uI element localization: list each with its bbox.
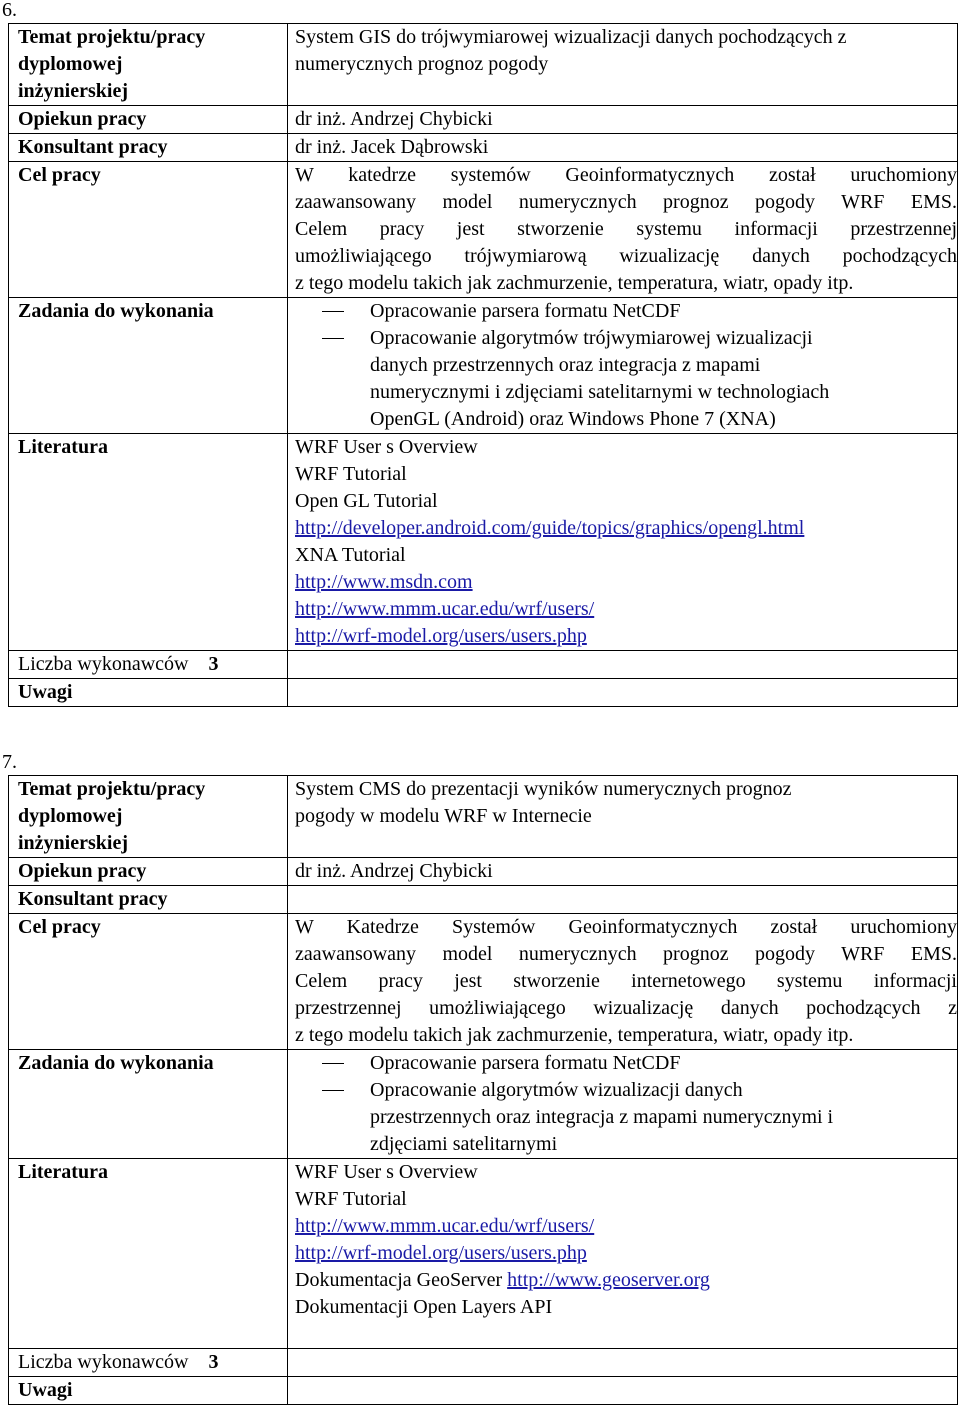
notes-label: Uwagi: [9, 679, 288, 707]
literature-link[interactable]: http://www.msdn.com: [295, 571, 473, 593]
notes-label: Uwagi: [9, 1377, 288, 1405]
tasks-value: [288, 1050, 958, 1159]
goal-label: Cel pracy: [9, 162, 288, 298]
topic-value-line: System GIS do trójwymiarowej wizualizacji danych pochodzących z: [295, 26, 847, 48]
consultant-label: Konsultant pracy: [9, 886, 288, 914]
topic-label: [9, 776, 288, 858]
goal-line: z tego modelu takich jak zachmurzenie, temperatura, wiatr, opady itp.: [295, 272, 854, 294]
topic-value: [288, 776, 958, 858]
task-item: [295, 298, 957, 325]
literature-item: WRF User s Overview: [295, 436, 478, 458]
count-row: [9, 651, 958, 679]
tasks-row: [9, 1050, 958, 1159]
goal-line: Celem pracy jest stworzenie internetowego systemu informacji: [295, 970, 957, 992]
task-line: OpenGL (Android) oraz Windows Phone 7 (XNA): [370, 408, 776, 430]
topic-row: [9, 24, 958, 106]
consultant-value: dr inż. Jacek Dąbrowski: [288, 134, 958, 162]
literature-item: XNA Tutorial: [295, 544, 406, 566]
section-number: 6.: [2, 0, 17, 21]
task-list: [295, 298, 957, 433]
section-number: 7.: [2, 751, 17, 773]
project-table-6: [8, 23, 958, 707]
supervisor-label: Opiekun pracy: [9, 106, 288, 134]
literature-link[interactable]: http://wrf-model.org/users/users.php: [295, 625, 587, 647]
topic-label-line: inżynierskiej: [18, 832, 128, 854]
goal-value: [288, 914, 958, 1050]
dash-bullet-icon: [322, 1090, 344, 1091]
count-value: 3: [208, 1351, 219, 1373]
goal-line: zaawansowany model numerycznych prognoz pogody WRF EMS.: [295, 943, 957, 965]
topic-value-line: System CMS do prezentacji wyników numerycznych prognoz: [295, 778, 792, 800]
geoserver-link[interactable]: http://www.geoserver.org: [507, 1269, 710, 1291]
topic-value-line: pogody w modelu WRF w Internecie: [295, 805, 592, 827]
count-value: 3: [208, 653, 219, 675]
goal-row: [9, 162, 958, 298]
goal-line: z tego modelu takich jak zachmurzenie, temperatura, wiatr, opady itp.: [295, 1024, 854, 1046]
literature-item: WRF User s Overview: [295, 1161, 478, 1183]
supervisor-value: dr inż. Andrzej Chybicki: [288, 858, 958, 886]
supervisor-row: [9, 858, 958, 886]
literature-item: Open GL Tutorial: [295, 490, 438, 512]
dash-bullet-icon: [322, 338, 344, 339]
topic-label-line: Temat projektu/pracy: [18, 26, 206, 48]
literature-link[interactable]: http://www.mmm.ucar.edu/wrf/users/: [295, 598, 595, 620]
literature-value: [288, 434, 958, 651]
goal-line: W Katedrze Systemów Geoinformatycznych został uruchomiony: [295, 916, 957, 938]
task-line: Opracowanie algorytmów wizualizacji danych: [370, 1079, 743, 1101]
count-label: [9, 651, 288, 679]
goal-line: W katedrze systemów Geoinformatycznych został uruchomiony: [295, 164, 957, 186]
count-label-text: Liczba wykonawców: [18, 1351, 189, 1373]
task-item: [295, 1077, 957, 1158]
literature-item: [295, 1267, 957, 1294]
literature-link[interactable]: http://www.mmm.ucar.edu/wrf/users/: [295, 1215, 595, 1237]
literature-row: [9, 434, 958, 651]
supervisor-label: Opiekun pracy: [9, 858, 288, 886]
goal-line: przestrzennej umożliwiającego wizualizację danych pochodzących z: [295, 997, 957, 1019]
supervisor-row: [9, 106, 958, 134]
dash-bullet-icon: [322, 1063, 344, 1064]
count-value-cell: [288, 1349, 958, 1377]
count-row: [9, 1349, 958, 1377]
project-table-7: [8, 775, 958, 1405]
task-item: [295, 1050, 957, 1077]
supervisor-value: dr inż. Andrzej Chybicki: [288, 106, 958, 134]
tasks-label: Zadania do wykonania: [9, 298, 288, 434]
literature-item: WRF Tutorial: [295, 1188, 407, 1210]
goal-line: Celem pracy jest stworzenie systemu informacji przestrzennej: [295, 218, 957, 240]
task-item: [295, 325, 957, 433]
topic-label-line: Temat projektu/pracy: [18, 778, 206, 800]
topic-value-line: numerycznych prognoz pogody: [295, 53, 549, 75]
goal-value: [288, 162, 958, 298]
tasks-row: [9, 298, 958, 434]
task-line: danych przestrzennych oraz integracja z mapami: [370, 354, 761, 376]
literature-item: WRF Tutorial: [295, 463, 407, 485]
topic-value: [288, 24, 958, 106]
task-line: numerycznymi i zdjęciami satelitarnymi w technologiach: [370, 381, 830, 403]
topic-label-line: dyplomowej: [18, 53, 123, 75]
consultant-row: [9, 886, 958, 914]
topic-label-line: inżynierskiej: [18, 80, 128, 102]
task-line: Opracowanie algorytmów trójwymiarowej wizualizacji: [370, 327, 813, 349]
tasks-value: [288, 298, 958, 434]
topic-label-line: dyplomowej: [18, 805, 123, 827]
notes-value: [288, 679, 958, 707]
notes-row: [9, 1377, 958, 1405]
count-value-cell: [288, 651, 958, 679]
task-line: zdjęciami satelitarnymi: [370, 1133, 558, 1155]
literature-row: [9, 1159, 958, 1349]
literature-label: Literatura: [9, 1159, 288, 1349]
tasks-label: Zadania do wykonania: [9, 1050, 288, 1159]
literature-label: Literatura: [9, 434, 288, 651]
count-label-text: Liczba wykonawców: [18, 653, 189, 675]
task-line: Opracowanie parsera formatu NetCDF: [370, 300, 681, 322]
literature-link[interactable]: http://developer.android.com/guide/topics/graphics/opengl.html: [295, 517, 805, 539]
consultant-value: [288, 886, 958, 914]
consultant-row: [9, 134, 958, 162]
goal-line: umożliwiającego trójwymiarową wizualizację danych pochodzących: [295, 245, 957, 267]
topic-label: [9, 24, 288, 106]
goal-label: Cel pracy: [9, 914, 288, 1050]
goal-line: zaawansowany model numerycznych prognoz pogody WRF EMS.: [295, 191, 957, 213]
literature-item-text: Dokumentacja GeoServer: [295, 1269, 508, 1291]
task-list: [295, 1050, 957, 1158]
dash-bullet-icon: [322, 311, 344, 312]
task-line: Opracowanie parsera formatu NetCDF: [370, 1052, 681, 1074]
literature-item: Dokumentacji Open Layers API: [295, 1296, 553, 1318]
count-label: [9, 1349, 288, 1377]
goal-row: [9, 914, 958, 1050]
consultant-label: Konsultant pracy: [9, 134, 288, 162]
topic-row: [9, 776, 958, 858]
notes-row: [9, 679, 958, 707]
literature-value: [288, 1159, 958, 1349]
literature-link[interactable]: http://wrf-model.org/users/users.php: [295, 1242, 587, 1264]
notes-value: [288, 1377, 958, 1405]
task-line: przestrzennych oraz integracja z mapami numerycznymi i: [370, 1106, 834, 1128]
